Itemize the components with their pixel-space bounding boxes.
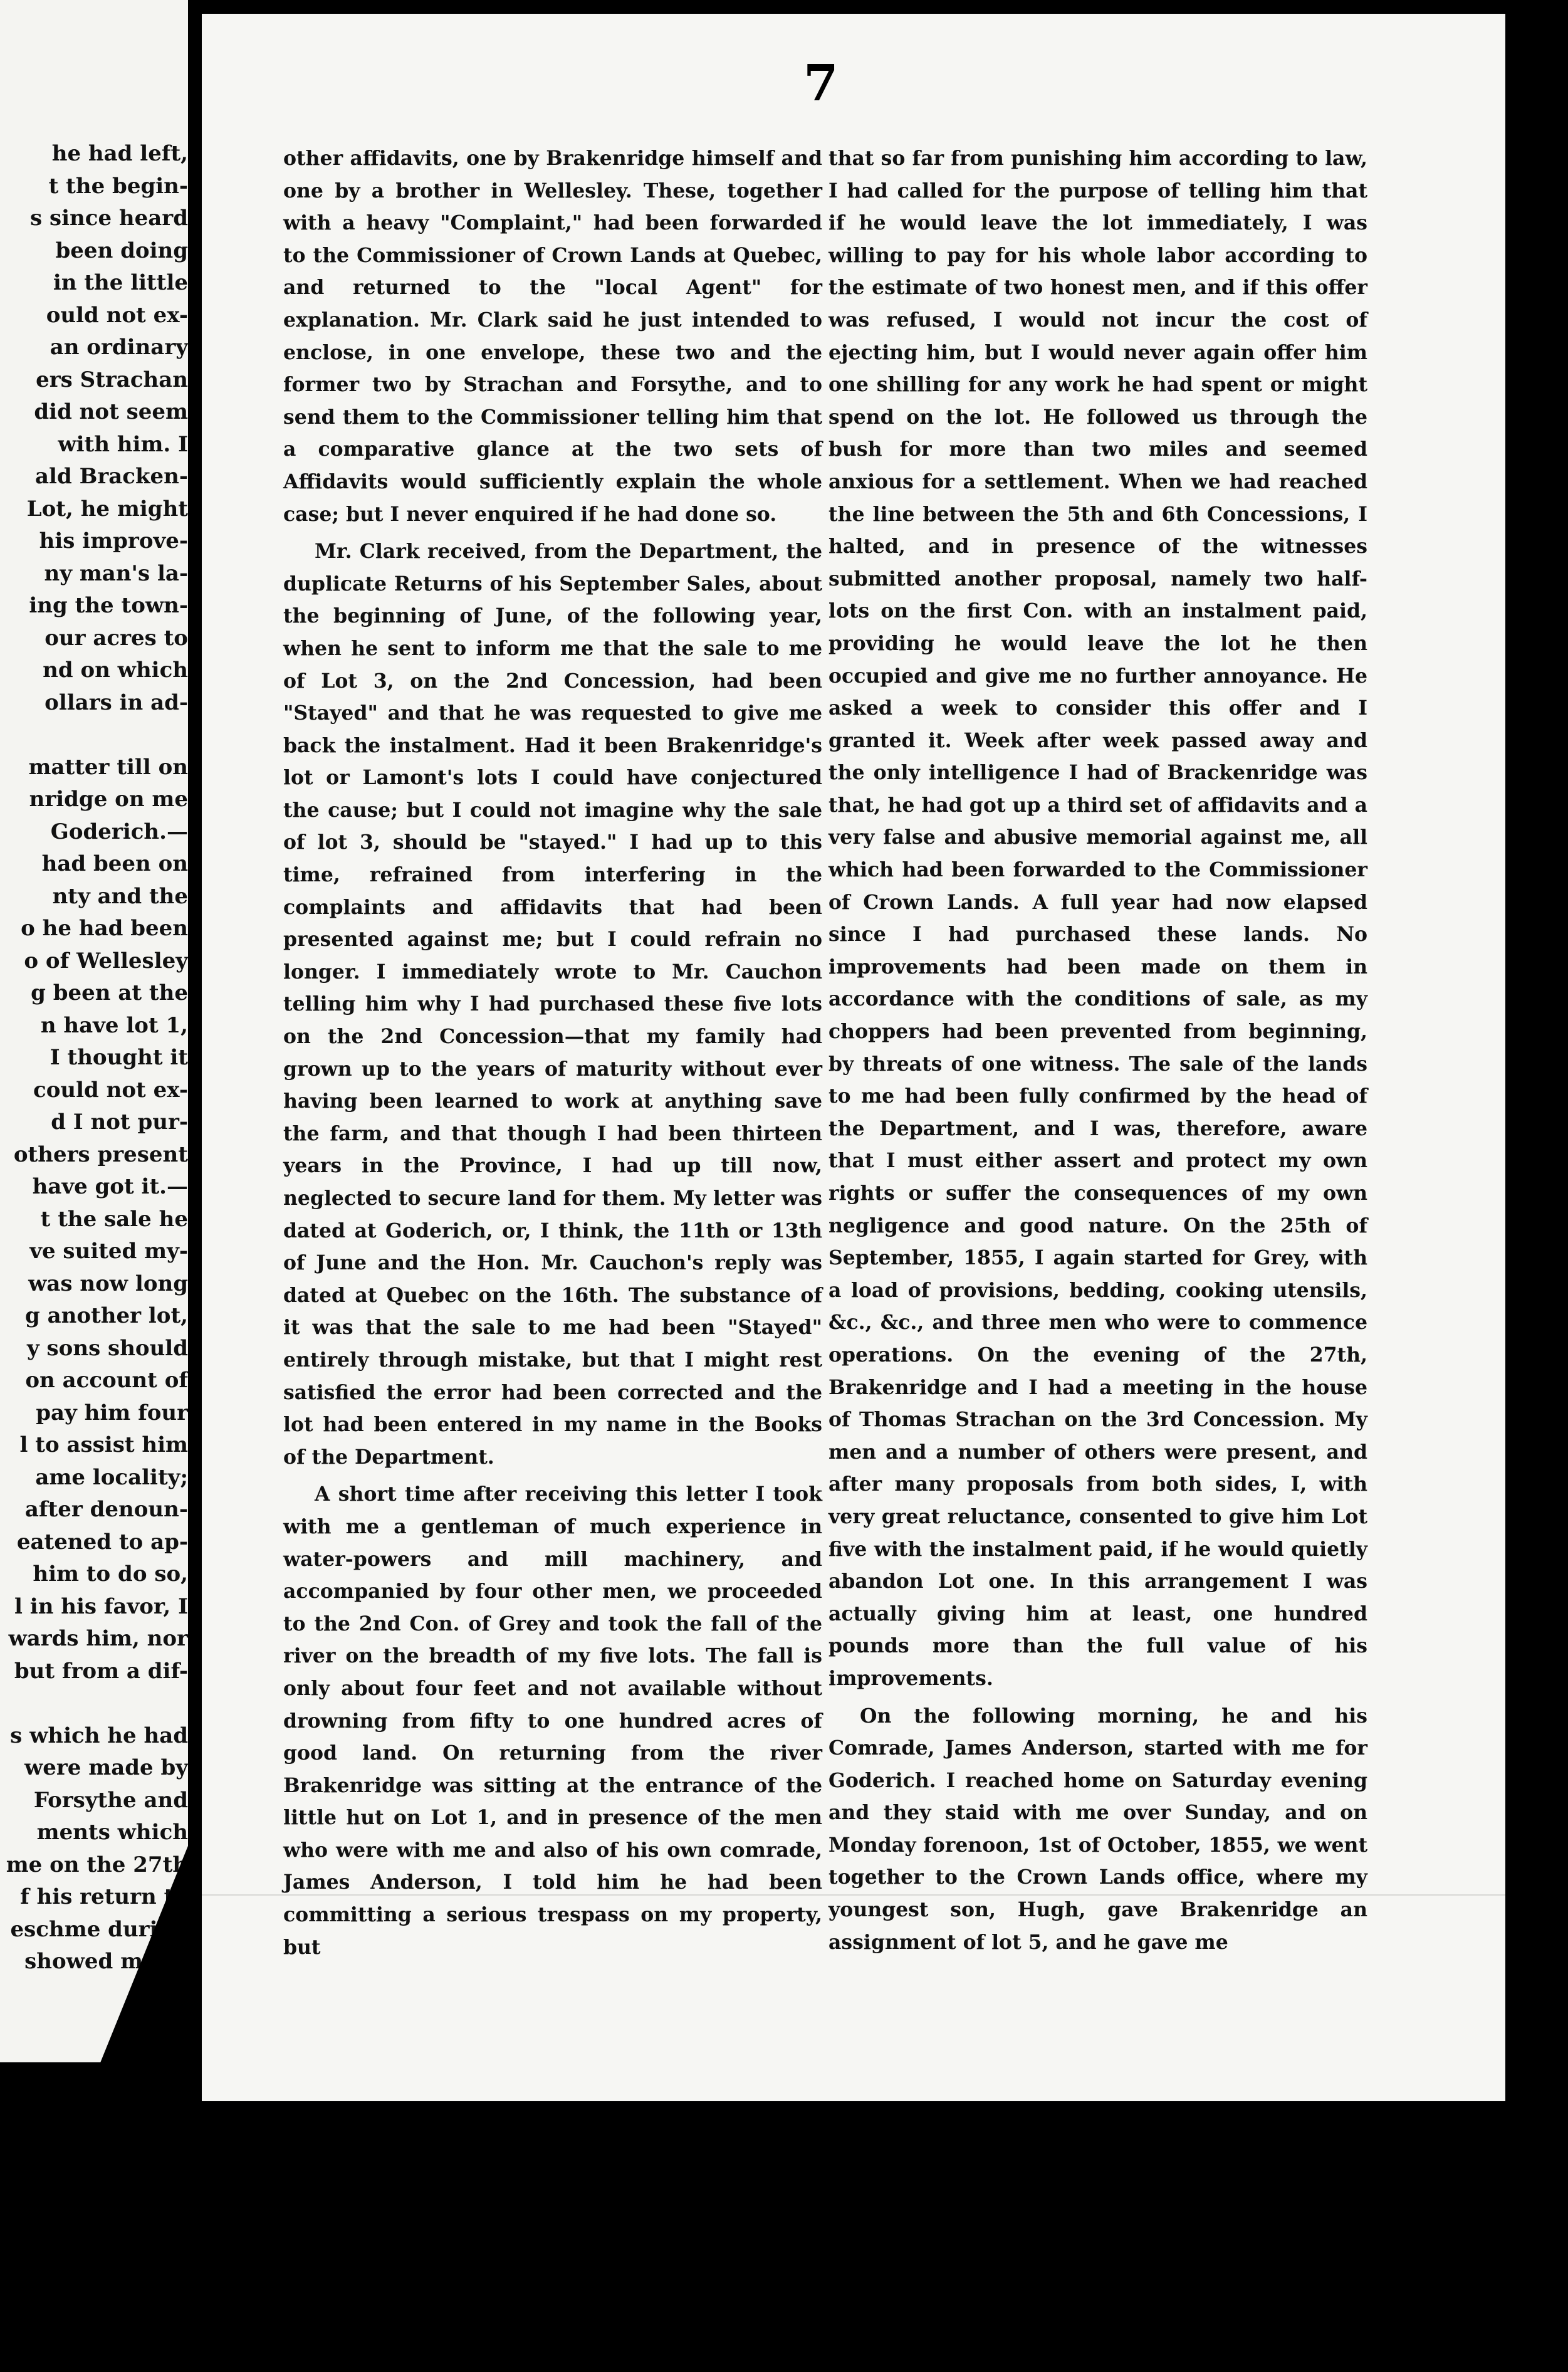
fragment-line: an ordinary [50, 335, 188, 360]
paragraph: A short time after receiving this letter I took with me a gentleman of much experience in water-powers and mill machinery, and accompanied by four other men, we proceeded to the 2nd Con. of Grey and took the fall of the river on the breadth of my five lots. The fall is only about four feet and not available without drowning from fifty to one hundred acres of good land. On returning from the river Brakenridge was sitting at the entrance of the little hut on Lot 1, and in presence of the men who were with me and also of his own comrade, James Anderson, I told him he had been committing a serious trespass on my property, but [283, 1482, 822, 1959]
fragment-line: but from a dif- [14, 1658, 188, 1684]
fragment-line [0, 719, 188, 752]
text-column-right [828, 142, 1367, 1963]
fragment-line: our acres to [44, 625, 188, 651]
fragment-line: s since heard [30, 206, 188, 231]
fragment-line: l to assist him [19, 1432, 188, 1457]
fragment-line: Goderich.— [50, 819, 188, 844]
fragment-line: ments which [36, 1820, 188, 1845]
fragment-line: ollars in ad- [44, 690, 188, 715]
paragraph: Mr. Clark received, from the Department, the duplicate Returns of his September Sales, about the beginning of June, of the following year, when he sent to inform me that the sale to me of Lot 3, on the 2nd Concession, had been "Stayed" and that he was requested to give me back the instalment. Had it been Brakenridge's lot or Lamont's lots I could have conjectured the cause; but I could not imagine why the sale of lot 3, should be "stayed." I had up to this time, refrained from interfering in the complaints and affidavits that had been presented against me; but I could refrain no longer. I immediately wrote to Mr. Cauchon telling him why I had purchased these five lots on the 2nd Concession—that my family had grown up to the years of maturity without ever having been learned to work at anything save the farm, and that though I had been thirteen years in the Province, I had up till now, neglected to secure land for them. My letter was dated at Goderich, or, I think, the 11th or 13th of June and the Hon. Mr. Cauchon's reply was dated at Quebec on the 16th. The substance of it was that the sale to me had been "Stayed" entirely through mistake, but that I might rest satisfied the error had been corrected and the lot had been entered in my name in the Books of the Department. [283, 540, 822, 1469]
binding-gutter [188, 0, 203, 2062]
document-page [202, 14, 1505, 2101]
fragment-line: ers Strachan [36, 367, 188, 392]
fragment-line: ame locality; [35, 1464, 188, 1490]
fragment-line: have got it.— [32, 1174, 188, 1199]
fragment-line: showed me to [24, 1949, 188, 1974]
fragment-line: s which he had [10, 1723, 188, 1748]
fragment-line [0, 1687, 188, 1720]
page-bottom-rule [202, 1894, 1505, 1896]
fragment-line: did not seem [34, 399, 188, 424]
fragment-line: eschme during [10, 1916, 188, 1942]
fragment-line: nty and the [52, 883, 188, 909]
fragment-line: eatened to ap- [16, 1529, 188, 1555]
fragment-line: ould not ex- [46, 302, 188, 328]
adjacent-page-text [0, 138, 188, 1978]
fragment-line: o of Wellesley [24, 948, 188, 973]
fragment-line: him to do so, [33, 1561, 188, 1587]
fragment-line: g been at the [31, 980, 188, 1005]
paragraph: other affidavits, one by Brakenridge himself and one by a brother in Wellesley. These, together with a heavy "Complaint," had been forwarded to the Commissioner of Crown Lands at Quebec, and returned to the "local Agent" for explanation. Mr. Clark said he just intended to enclose, in one envelope, these two and the former two by Strachan and Forsythe, and to send them to the Commissioner telling him that a comparative glance at the two sets of Affidavits would sufficiently explain the whole case; but I never enquired if he had done so. [283, 147, 822, 526]
fragment-line: others present [13, 1141, 188, 1167]
fragment-line: with him. I [58, 431, 188, 457]
fragment-line: could not ex- [33, 1077, 188, 1103]
fragment-line: ve suited my- [29, 1239, 188, 1264]
text-column-left [283, 142, 822, 1968]
fragment-line: were made by [24, 1755, 188, 1780]
fragment-line: g another lot, [25, 1303, 188, 1328]
fragment-line: wards him, nor [8, 1626, 188, 1651]
fragment-line: Forsythe and [33, 1787, 188, 1813]
fragment-line: l in his favor, I [14, 1593, 188, 1619]
fragment-line: nridge on me [29, 787, 188, 812]
page-number: 7 [803, 53, 839, 112]
fragment-line: on account of [25, 1368, 188, 1393]
fragment-line: I thought it [50, 1045, 188, 1070]
fragment-line: after denoun- [24, 1497, 188, 1522]
fragment-line: Lot, he might [26, 496, 188, 522]
fragment-line: been doing [55, 238, 188, 263]
fragment-line: he had left, [51, 141, 188, 166]
paragraph: that so far from punishing him according to law, I had called for the purpose of telling him that if he would leave the lot immediately, I was willing to pay for his whole labor according to the estimate of two honest men, and if this offer was refused, I would not incur the cost of ejecting him, but I would never again offer him one shilling for any work he had spent or might spend on the lot. He followed us through the bush for more than two miles and seemed anxious for a settlement. When we had reached the line between the 5th and 6th Concessions, I halted, and in presence of the witnesses submitted another proposal, namely two half-lots on the first Con. with an instalment paid, providing he would leave the lot he then occupied and give me no further annoyance. He asked a week to consider this offer and I granted it. Week after week passed away and the only intelligence I had of Brackenridge was that, he had got up a third set of affidavits and a very false and abusive memorial against me, all which had been forwarded to the Commissioner of Crown Lands. A full year had now elapsed since I had purchased these lands. No improvements had been made on them in accordance with the conditions of sale, as my choppers had been prevented from beginning, by threats of one witness. The sale of the lands to me had been fully confirmed by the head of the Department, and I was, therefore, aware that I must either assert and protect my own rights or suffer the consequences of my own negligence and good nature. On the 25th of September, 1855, I again started for Grey, with a load of provisions, bedding, cooking utensils, &c., &c., and three men who were to commence operations. On the evening of the 27th, Brakenridge and I had a meeting in the house of Thomas Strachan on the 3rd Concession. My men and a number of others were present, and after many proposals from both sides, I, with very great reluctance, consented to give him Lot five with the instalment paid, if he would quietly abandon Lot one. In this arrangement I was actually giving him at least, one hundred pounds more than the full value of his improvements. [828, 147, 1367, 1690]
fragment-line: d I not pur- [51, 1110, 188, 1135]
fragment-line: nd on which [43, 658, 188, 683]
fragment-line: n have lot 1, [40, 1012, 188, 1038]
fragment-line: me on the 27th [6, 1852, 188, 1877]
fragment-line: ald Bracken- [35, 464, 188, 489]
fragment-line: was now long [28, 1271, 188, 1296]
fragment-line: o he had been [21, 916, 188, 941]
fragment-line: matter till on [28, 754, 188, 780]
fragment-line: his improve- [39, 528, 188, 554]
fragment-line: f his return to [20, 1884, 188, 1909]
fragment-line: in the little [53, 270, 188, 295]
adjacent-page-fragment [0, 0, 193, 2062]
fragment-line: y sons should [26, 1335, 188, 1361]
fragment-line: ing the town- [29, 593, 188, 618]
fragment-line: ny man's la- [44, 560, 188, 586]
fragment-line: t the begin- [48, 173, 188, 199]
fragment-line: t the sale he [40, 1206, 188, 1232]
paragraph: On the following morning, he and his Comrade, James Anderson, started with me for Goderich. I reached home on Saturday evening and they staid with me over Sunday, and on Monday forenoon, 1st of October, 1855, we went together to the Crown Lands office, where my youngest son, Hugh, gave Brakenridge an assignment of lot 5, and he gave me [828, 1704, 1367, 1954]
fragment-line: had been on [41, 851, 188, 876]
fragment-line: pay him four [36, 1400, 188, 1425]
